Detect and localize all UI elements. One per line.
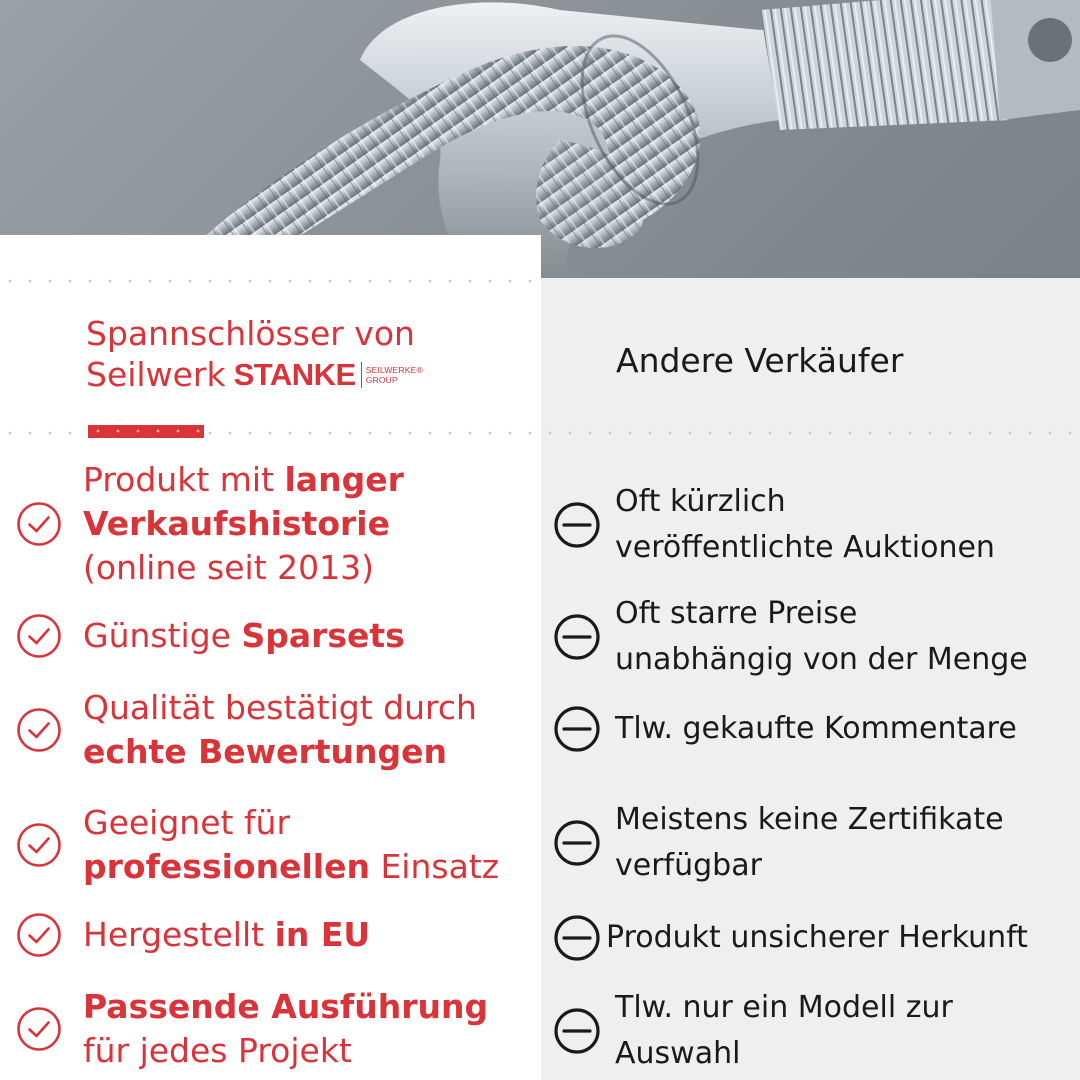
advantage-text-regular: Günstige (83, 616, 242, 655)
minus-circle-icon (553, 1007, 601, 1055)
other-seller-item-6 (553, 985, 1080, 1077)
other-seller-text-line: Tlw. gekaufte Kommentare (615, 711, 1017, 746)
other-seller-text (615, 591, 1028, 683)
advantage-text-regular: für jedes Projekt (83, 1031, 352, 1070)
advantage-text-regular: (online seit 2013) (83, 548, 374, 587)
advantage-text (83, 801, 499, 889)
logo-subtitle-line1: SEILWERKE® (365, 364, 423, 375)
other-seller-text-line: veröffentlichte Auktionen (615, 530, 995, 565)
other-sellers-heading: Andere Verkäufer (616, 341, 904, 380)
advantage-text-bold: langer (284, 460, 404, 499)
advantage-item-6 (16, 984, 536, 1074)
other-seller-item-5 (553, 915, 1080, 961)
advantage-text-bold: Sparsets (241, 616, 405, 655)
advantage-text-regular: Einsatz (369, 847, 500, 886)
other-seller-text (615, 706, 1017, 752)
advantage-text-bold: professionellen (83, 847, 370, 886)
minus-circle-icon (553, 914, 601, 962)
advantage-item-1 (16, 457, 536, 591)
other-seller-text-line: Meistens keine Zertifikate (615, 802, 1004, 837)
check-circle-icon (16, 707, 62, 753)
stanke-logo: STANKE (233, 357, 356, 392)
other-seller-text-line: unabhängig von der Menge (615, 642, 1028, 677)
brand-heading-line2 (86, 354, 423, 395)
advantage-text-bold: Passende Ausführung (83, 987, 489, 1026)
logo-subtitle (366, 365, 423, 385)
advantage-text (83, 614, 405, 658)
accent-bar-dots (88, 429, 204, 433)
advantage-text-regular: Qualität bestätigt durch (83, 688, 477, 727)
advantage-text (83, 458, 404, 590)
advantage-item-2 (16, 613, 536, 659)
check-circle-icon (16, 1006, 62, 1052)
check-circle-icon (16, 912, 62, 958)
other-seller-item-2 (553, 591, 1080, 683)
advantage-item-4 (16, 800, 536, 890)
brand-heading-seilwerk: Seilwerk (86, 355, 226, 394)
advantage-text-bold: Verkaufshistorie (83, 504, 390, 543)
advantage-text-bold: echte Bewertungen (83, 732, 448, 771)
brand-heading (86, 313, 423, 395)
minus-circle-icon (553, 501, 601, 549)
check-circle-icon (16, 501, 62, 547)
other-seller-text-line: Tlw. nur ein Modell zur (615, 990, 953, 1025)
advantage-text (83, 686, 477, 774)
other-seller-item-3 (553, 706, 1080, 752)
other-seller-text-line: Oft kürzlich (615, 484, 786, 519)
advantage-item-3 (16, 685, 536, 775)
other-seller-text-line: Auswahl (615, 1036, 741, 1071)
check-circle-icon (16, 613, 62, 659)
brand-heading-line1: Spannschlösser von (86, 314, 415, 353)
other-seller-text-line: verfügbar (615, 848, 762, 883)
minus-circle-icon (553, 819, 601, 867)
other-seller-text (615, 985, 953, 1077)
advantage-text-regular: Geeignet für (83, 803, 291, 842)
check-circle-icon (16, 822, 62, 868)
other-seller-text-line: Produkt unsicherer Herkunft (606, 920, 1028, 955)
advantage-text-regular: Produkt mit (83, 460, 285, 499)
logo-subtitle-line2: GROUP (365, 374, 398, 385)
advantage-text (83, 913, 370, 957)
minus-circle-icon (553, 705, 601, 753)
advantage-item-5 (16, 912, 536, 958)
dotted-divider-top (0, 279, 540, 283)
minus-circle-icon (553, 613, 601, 661)
other-seller-text (615, 479, 995, 571)
other-seller-item-4 (553, 797, 1080, 889)
logo-divider (361, 362, 362, 388)
other-seller-text (615, 797, 1004, 889)
advantage-text-regular: Hergestellt (83, 915, 275, 954)
other-seller-item-1 (553, 479, 1080, 571)
advantage-text-bold: in EU (274, 915, 371, 954)
advantage-text (83, 985, 488, 1073)
other-seller-text (606, 915, 1028, 961)
other-seller-text-line: Oft starre Preise (615, 596, 858, 631)
